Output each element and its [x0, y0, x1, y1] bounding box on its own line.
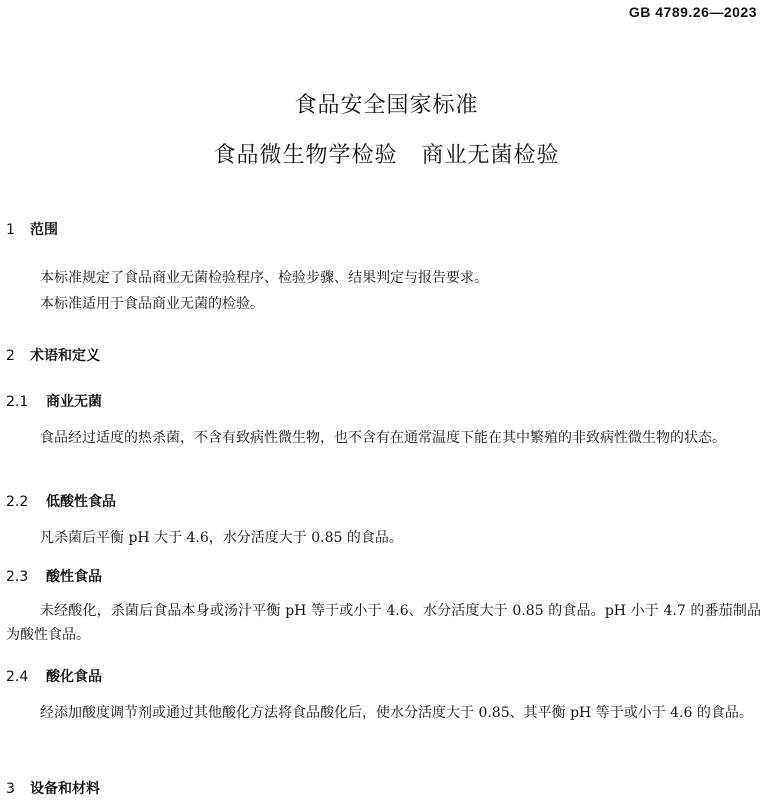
- document-title: 食品安全国家标准: [294, 93, 479, 118]
- section-number: 1: [6, 222, 15, 238]
- section-number: 3: [6, 781, 15, 797]
- section-number: 2.3: [6, 569, 29, 585]
- section-number: 2.4: [6, 669, 29, 685]
- standard-code: GB 4789.26—2023: [628, 4, 757, 20]
- section-title: 酸性食品: [46, 569, 102, 585]
- section-title: 商业无菌: [46, 394, 102, 410]
- subtitle-part-1: 食品微生物学检验: [213, 143, 398, 168]
- section-2-3-paragraph: 未经酸化，杀菌后食品本身或汤汁平衡 pH 等于或小于 4.6、水分活度大于 0.85 的食品。pH 小于 4.7 的番茄制品为酸性食品。: [6, 603, 761, 643]
- section-2-4-paragraph: 经添加酸度调节剂或通过其他酸化方法将食品酸化后，使水分活度大于 0.85、其平衡 pH 等于或小于 4.6 的食品。: [40, 705, 753, 721]
- section-number: 2: [6, 348, 15, 364]
- section-1-paragraph-2: 本标准适用于食品商业无菌的检验。: [40, 296, 264, 312]
- section-title: 酸化食品: [46, 669, 102, 685]
- document-subtitle: [0, 138, 773, 169]
- section-title: 低酸性食品: [46, 494, 116, 510]
- section-2-1-heading: [6, 391, 102, 411]
- section-2-4-heading: [6, 666, 102, 686]
- section-3-heading: [6, 778, 100, 798]
- section-number: 2.2: [6, 494, 29, 510]
- section-1-heading: [6, 219, 58, 239]
- section-2-heading: [6, 345, 100, 365]
- section-title: 范围: [30, 222, 58, 238]
- section-title: 术语和定义: [30, 348, 100, 364]
- section-2-1-paragraph: 食品经过适度的热杀菌，不含有致病性微生物，也不含有在通常温度下能在其中繁殖的非致病性微生物的状态。: [40, 430, 726, 446]
- section-title: 设备和材料: [30, 781, 100, 797]
- section-2-3-heading: [6, 566, 102, 586]
- section-2-2-paragraph: 凡杀菌后平衡 pH 大于 4.6，水分活度大于 0.85 的食品。: [40, 530, 403, 546]
- section-2-2-heading: [6, 491, 116, 511]
- section-number: 2.1: [6, 394, 29, 410]
- subtitle-part-2: 商业无菌检验: [421, 143, 560, 168]
- section-1-paragraph-1: 本标准规定了食品商业无菌检验程序、检验步骤、结果判定与报告要求。: [40, 270, 488, 286]
